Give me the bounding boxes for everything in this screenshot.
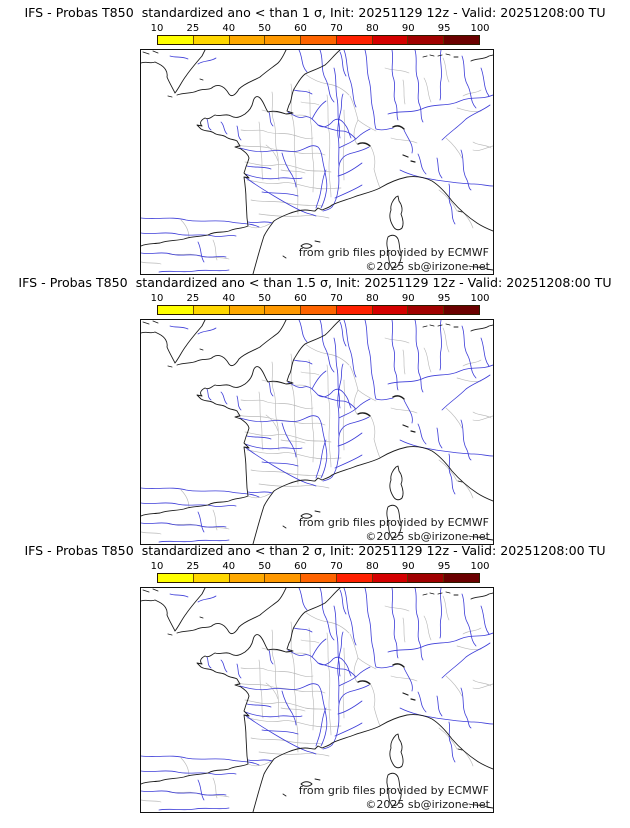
colorbar-tick: 50 <box>258 561 272 572</box>
colorbar-segment <box>407 306 443 314</box>
panel-title: IFS - Probas T850 standardized ano < than 1.5 σ, Init: 20251129 12z - Valid: 20251208:00 TU <box>18 275 612 290</box>
map-svg <box>141 50 493 274</box>
colorbar-segment <box>264 36 300 44</box>
panel-title: IFS - Probas T850 standardized ano < than 1 σ, Init: 20251129 12z - Valid: 20251208:00 TU <box>24 5 606 20</box>
colorbar <box>150 293 490 315</box>
colorbar-tick: 100 <box>470 293 490 304</box>
colorbar-segment <box>372 574 408 582</box>
colorbar-segment <box>229 36 265 44</box>
colorbar-segment <box>300 574 336 582</box>
map-svg <box>141 320 493 544</box>
colorbar-tick: 40 <box>222 23 236 34</box>
colorbar-segment <box>372 36 408 44</box>
colorbar <box>150 23 490 45</box>
colorbar-tick: 70 <box>330 293 343 304</box>
colorbar-ticks <box>150 23 490 34</box>
colorbar-tick: 95 <box>437 561 451 572</box>
colorbar-segment <box>193 306 229 314</box>
colorbar-segment <box>336 306 372 314</box>
map-svg <box>141 588 493 812</box>
colorbar-segment <box>264 574 300 582</box>
colorbar-gradient <box>157 35 480 45</box>
colorbar-tick: 40 <box>222 561 236 572</box>
colorbar-tick: 95 <box>437 293 451 304</box>
colorbar-segment <box>264 306 300 314</box>
colorbar-ticks <box>150 561 490 572</box>
panel-sigma-1-5 <box>0 275 630 545</box>
colorbar-segment <box>158 574 193 582</box>
colorbar-segment <box>300 36 336 44</box>
colorbar-tick: 10 <box>150 561 164 572</box>
panel-sigma-2 <box>0 543 630 813</box>
colorbar-gradient <box>157 305 480 315</box>
colorbar-tick: 80 <box>365 23 379 34</box>
colorbar-segment <box>443 36 479 44</box>
colorbar <box>150 561 490 583</box>
colorbar-segment <box>193 36 229 44</box>
credit-irizone: ©2025 sb@irizone.net <box>365 798 490 811</box>
colorbar-tick: 100 <box>470 561 490 572</box>
colorbar-segment <box>193 574 229 582</box>
panel-title: IFS - Probas T850 standardized ano < than 2 σ, Init: 20251129 12z - Valid: 20251208:00 TU <box>24 543 606 558</box>
colorbar-tick: 70 <box>330 23 343 34</box>
colorbar-segment <box>443 574 479 582</box>
colorbar-tick: 25 <box>186 23 200 34</box>
map-france <box>140 587 494 813</box>
colorbar-segment <box>158 306 193 314</box>
colorbar-segment <box>229 574 265 582</box>
colorbar-tick: 90 <box>401 561 415 572</box>
colorbar-tick: 25 <box>186 561 200 572</box>
credit-irizone: ©2025 sb@irizone.net <box>365 530 490 543</box>
colorbar-gradient <box>157 573 480 583</box>
colorbar-tick: 80 <box>365 293 379 304</box>
colorbar-tick: 10 <box>150 23 164 34</box>
colorbar-tick: 60 <box>294 561 307 572</box>
colorbar-tick: 70 <box>330 561 343 572</box>
colorbar-tick: 80 <box>365 561 379 572</box>
colorbar-segment <box>229 306 265 314</box>
colorbar-tick: 90 <box>401 23 415 34</box>
panel-sigma-1 <box>0 5 630 275</box>
colorbar-tick: 60 <box>294 293 307 304</box>
colorbar-segment <box>336 574 372 582</box>
colorbar-tick: 100 <box>470 23 490 34</box>
colorbar-segment <box>300 306 336 314</box>
colorbar-tick: 95 <box>437 23 451 34</box>
credit-ecmwf: from grib files provided by ECMWF <box>298 784 489 797</box>
credit-irizone: ©2025 sb@irizone.net <box>365 260 490 273</box>
colorbar-ticks <box>150 293 490 304</box>
colorbar-tick: 40 <box>222 293 236 304</box>
map-france <box>140 49 494 275</box>
credit-ecmwf: from grib files provided by ECMWF <box>298 516 489 529</box>
colorbar-tick: 10 <box>150 293 164 304</box>
map-france <box>140 319 494 545</box>
colorbar-segment <box>372 306 408 314</box>
colorbar-tick: 50 <box>258 293 272 304</box>
colorbar-segment <box>336 36 372 44</box>
colorbar-tick: 60 <box>294 23 307 34</box>
colorbar-tick: 50 <box>258 23 272 34</box>
colorbar-segment <box>407 36 443 44</box>
credit-ecmwf: from grib files provided by ECMWF <box>298 246 489 259</box>
colorbar-segment <box>443 306 479 314</box>
colorbar-segment <box>407 574 443 582</box>
colorbar-segment <box>158 36 193 44</box>
colorbar-tick: 25 <box>186 293 200 304</box>
colorbar-tick: 90 <box>401 293 415 304</box>
